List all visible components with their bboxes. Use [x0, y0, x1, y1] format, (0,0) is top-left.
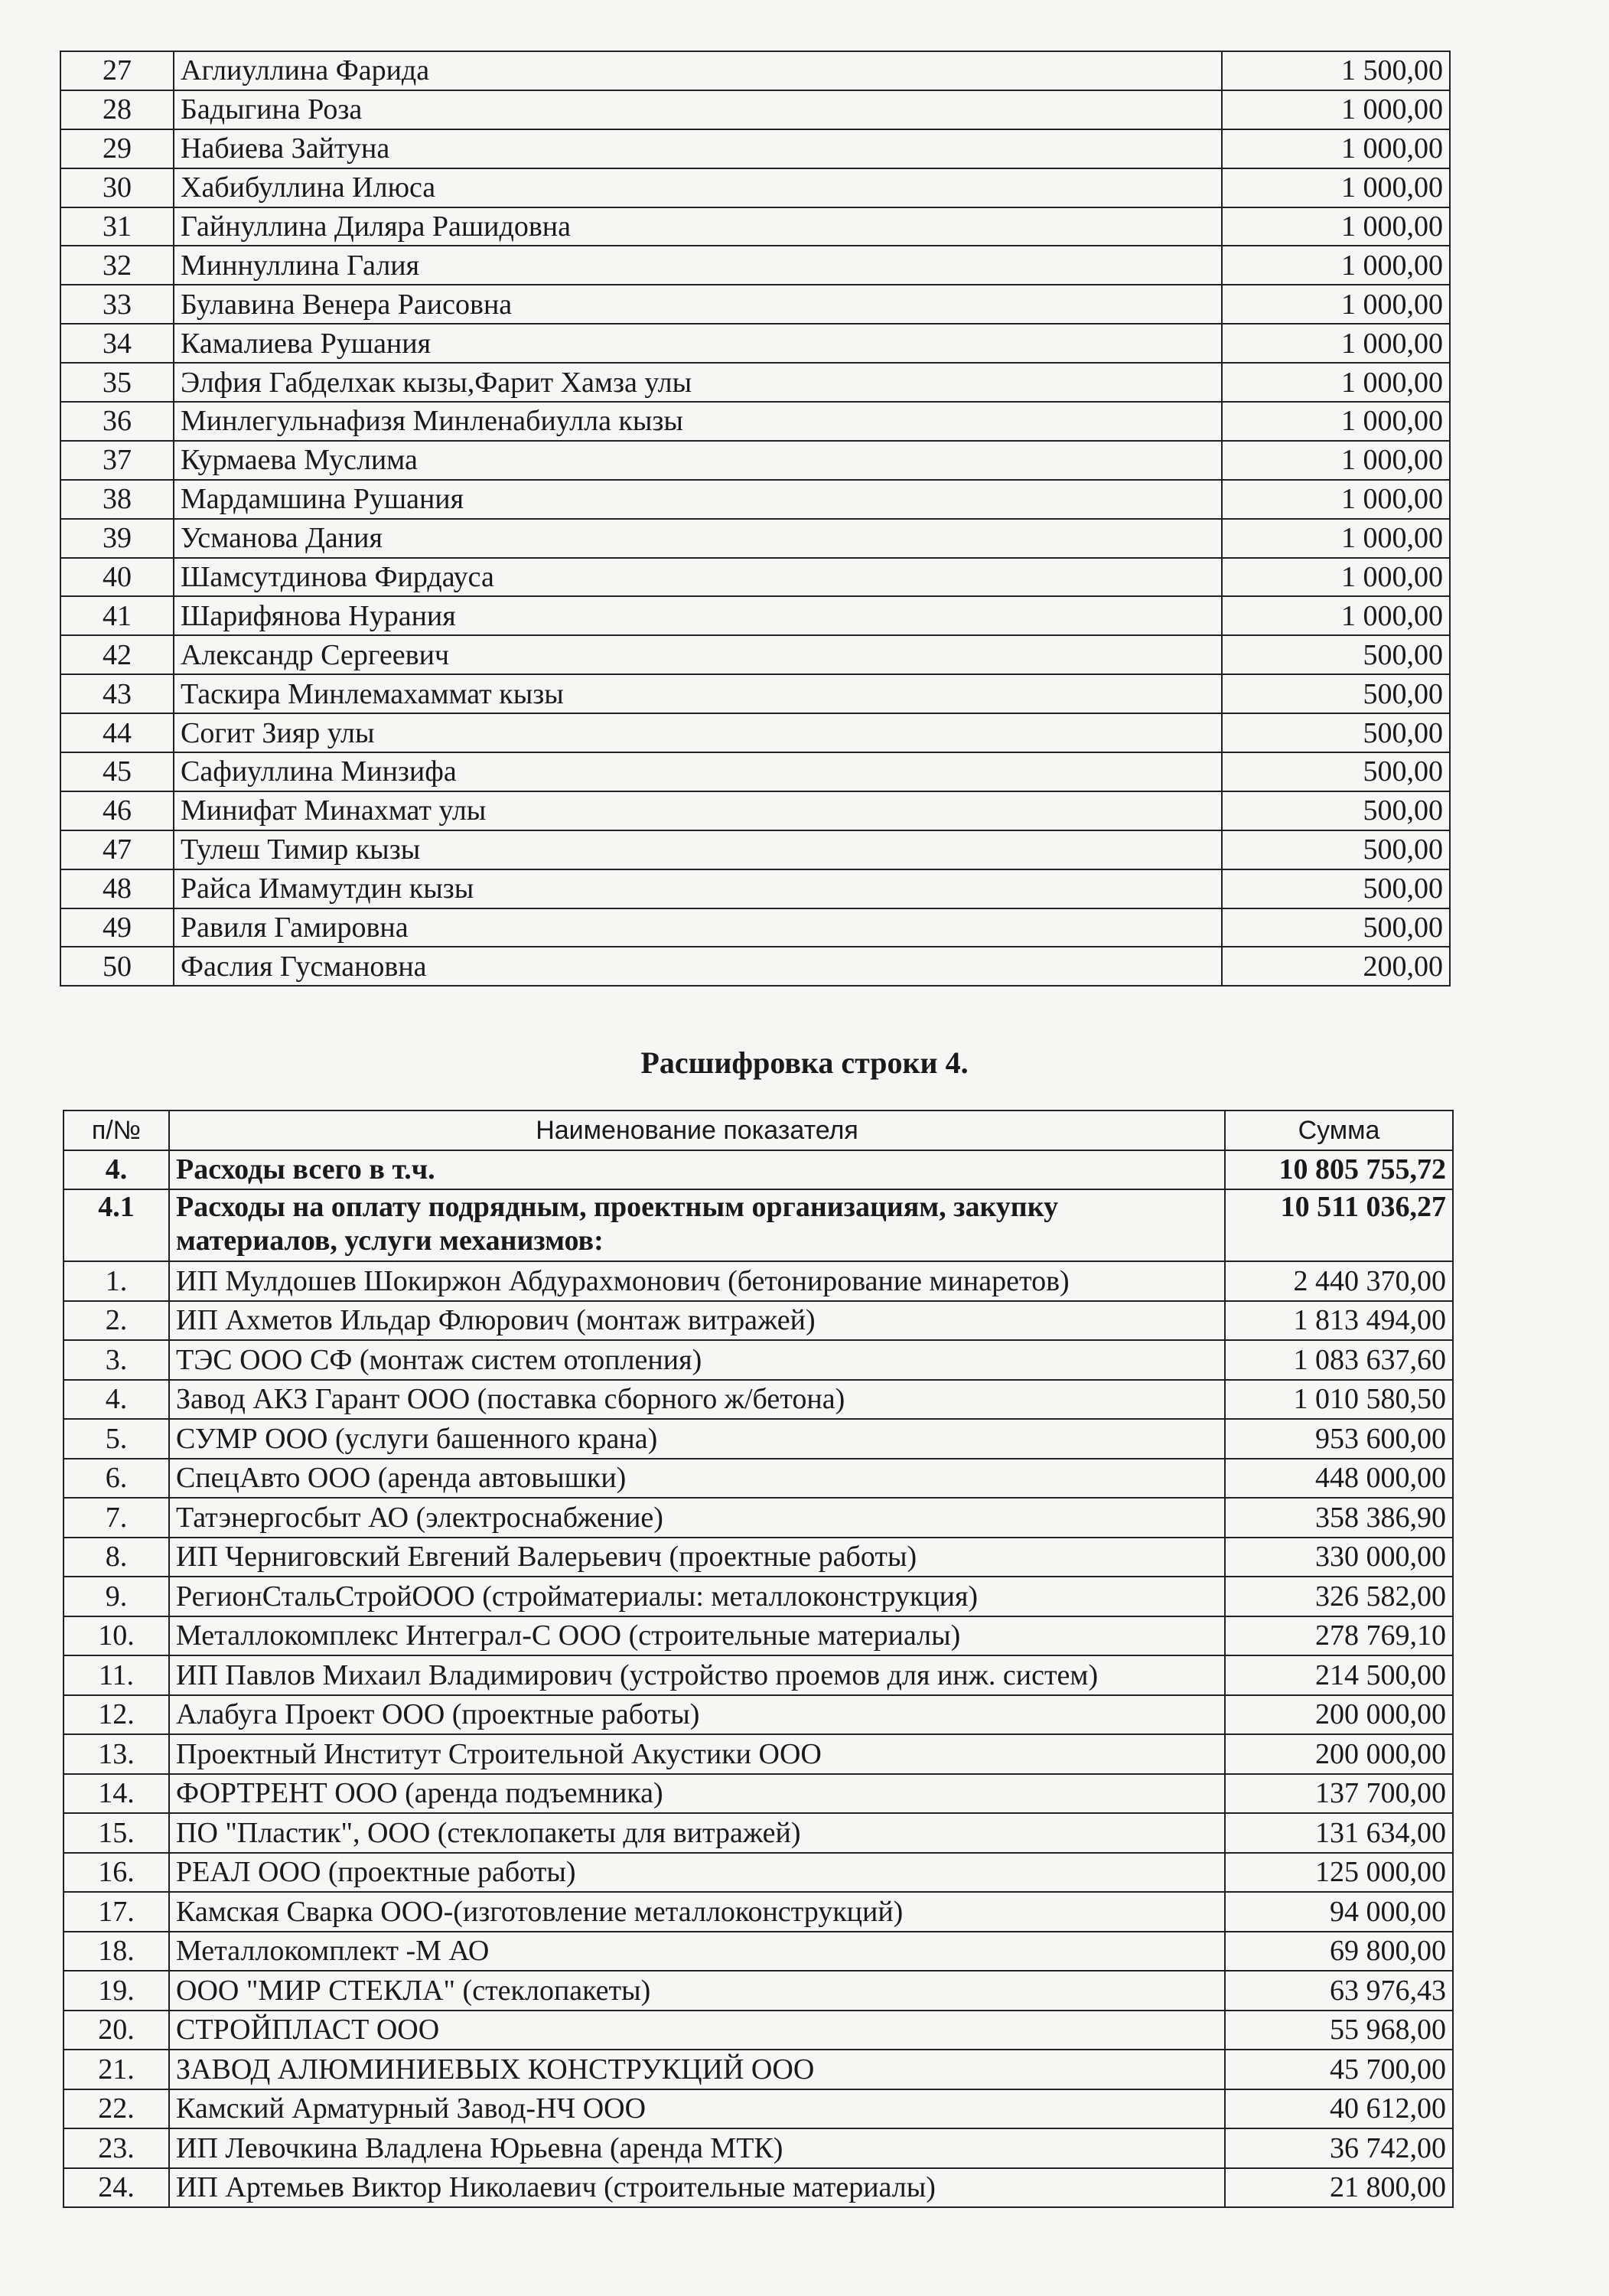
table-row [64, 1577, 1453, 1616]
row-name: Райса Имамутдин кызы [174, 869, 1222, 908]
row-num: 2. [64, 1301, 169, 1341]
row-num: 18. [64, 1932, 169, 1971]
row-num: 45 [60, 752, 174, 791]
row-amount: 1 000,00 [1222, 596, 1450, 635]
table-row [60, 596, 1450, 635]
table-row [64, 1655, 1453, 1695]
row-amount: 500,00 [1222, 791, 1450, 830]
row-name: Завод АКЗ Гарант ООО (поставка сборного ж/бетона) [169, 1380, 1225, 1420]
row-num: 5. [64, 1419, 169, 1459]
row-amount: 94 000,00 [1225, 1892, 1453, 1932]
table-row [60, 90, 1450, 129]
table-row [60, 908, 1450, 947]
table-row [64, 1301, 1453, 1341]
table-row [60, 558, 1450, 597]
row-amount: 1 500,00 [1222, 51, 1450, 90]
row-num: 15. [64, 1813, 169, 1853]
row-amount: 1 000,00 [1222, 480, 1450, 519]
row-name: Камская Сварка ООО-(изготовление металлоконструкций) [169, 1892, 1225, 1932]
table-row [64, 1419, 1453, 1459]
table-row [64, 1695, 1453, 1735]
row-name: Сафиуллина Минзифа [174, 752, 1222, 791]
row-amount: 278 769,10 [1225, 1616, 1453, 1656]
table-row [64, 1932, 1453, 1971]
table-row [64, 1774, 1453, 1814]
row-amount: 63 976,43 [1225, 1971, 1453, 2011]
row-num: 43 [60, 674, 174, 713]
table-row [64, 2168, 1453, 2208]
subtotal-amount: 10 511 036,27 [1225, 1189, 1453, 1261]
row-amount: 500,00 [1222, 713, 1450, 752]
row-amount: 21 800,00 [1225, 2168, 1453, 2208]
total-num: 4. [64, 1150, 169, 1190]
table-row [60, 246, 1450, 285]
subtotal-row [64, 1189, 1453, 1261]
table-row [64, 1459, 1453, 1499]
table-row [60, 168, 1450, 207]
row-num: 44 [60, 713, 174, 752]
row-num: 27 [60, 51, 174, 90]
table-row [60, 947, 1450, 986]
row-num: 7. [64, 1498, 169, 1538]
row-num: 22. [64, 2089, 169, 2129]
row-num: 50 [60, 947, 174, 986]
row-name: Шарифянова Нурания [174, 596, 1222, 635]
row-num: 10. [64, 1616, 169, 1656]
row-amount: 55 968,00 [1225, 2011, 1453, 2050]
row-amount: 1 000,00 [1222, 90, 1450, 129]
total-row [64, 1150, 1453, 1190]
subtotal-name: Расходы на оплату подрядным, проектным организациям, закупку материалов, услуги механизмов: [169, 1189, 1225, 1261]
row-name: Металлокомплекс Интеграл-С ООО (строительные материалы) [169, 1616, 1225, 1656]
row-amount: 45 700,00 [1225, 2050, 1453, 2089]
total-name: Расходы всего в т.ч. [169, 1150, 1225, 1190]
row-num: 48 [60, 869, 174, 908]
donors-table [60, 51, 1451, 987]
row-num: 17. [64, 1892, 169, 1932]
row-num: 40 [60, 558, 174, 597]
row-name: Таскира Минлемахаммат кызы [174, 674, 1222, 713]
row-num: 9. [64, 1577, 169, 1616]
table-row [60, 791, 1450, 830]
row-name: Тулеш Тимир кызы [174, 830, 1222, 869]
row-num: 8. [64, 1538, 169, 1577]
row-name: Элфия Габделхак кызы,Фарит Хамза улы [174, 363, 1222, 402]
row-num: 31 [60, 207, 174, 246]
table-row [64, 1498, 1453, 1538]
row-num: 42 [60, 635, 174, 674]
table-row [64, 1616, 1453, 1656]
row-amount: 1 000,00 [1222, 519, 1450, 558]
row-amount: 1 000,00 [1222, 363, 1450, 402]
row-name: ПО "Пластик", ООО (стеклопакеты для витражей) [169, 1813, 1225, 1853]
row-amount: 1 000,00 [1222, 129, 1450, 168]
row-amount: 1 000,00 [1222, 441, 1450, 480]
row-amount: 1 000,00 [1222, 207, 1450, 246]
row-amount: 1 000,00 [1222, 246, 1450, 285]
table-row [64, 2089, 1453, 2129]
row-amount: 953 600,00 [1225, 1419, 1453, 1459]
table-row [64, 1261, 1453, 1301]
table-row [60, 363, 1450, 402]
row-name: ФОРТРЕНТ ООО (аренда подъемника) [169, 1774, 1225, 1814]
row-num: 36 [60, 402, 174, 441]
table-row [64, 1340, 1453, 1380]
table-row [60, 207, 1450, 246]
table-row [60, 869, 1450, 908]
row-name: Равиля Гамировна [174, 908, 1222, 947]
row-num: 49 [60, 908, 174, 947]
row-name: Бадыгина Роза [174, 90, 1222, 129]
row-name: Проектный Институт Строительной Акустики ООО [169, 1734, 1225, 1774]
row-name: Металлокомплект -М АО [169, 1932, 1225, 1971]
row-amount: 125 000,00 [1225, 1853, 1453, 1893]
subtotal-num: 4.1 [64, 1189, 169, 1261]
table-row [64, 1538, 1453, 1577]
expenses-table [63, 1110, 1454, 2208]
row-amount: 358 386,90 [1225, 1498, 1453, 1538]
row-name: СТРОЙПЛАСТ ООО [169, 2011, 1225, 2050]
row-amount: 200 000,00 [1225, 1695, 1453, 1735]
row-name: Минифат Минахмат улы [174, 791, 1222, 830]
row-num: 47 [60, 830, 174, 869]
row-num: 33 [60, 285, 174, 324]
table-row [64, 1380, 1453, 1420]
table-row [60, 674, 1450, 713]
row-amount: 131 634,00 [1225, 1813, 1453, 1853]
row-name: РегионСтальСтройООО (стройматериалы: металлоконструкция) [169, 1577, 1225, 1616]
row-num: 24. [64, 2168, 169, 2208]
row-name: Гайнуллина Диляра Рашидовна [174, 207, 1222, 246]
row-amount: 200 000,00 [1225, 1734, 1453, 1774]
row-amount: 214 500,00 [1225, 1655, 1453, 1695]
row-amount: 1 010 580,50 [1225, 1380, 1453, 1420]
header-name: Наименование показателя [169, 1110, 1225, 1150]
table-row [60, 441, 1450, 480]
table-row [60, 635, 1450, 674]
row-num: 32 [60, 246, 174, 285]
row-amount: 330 000,00 [1225, 1538, 1453, 1577]
row-num: 21. [64, 2050, 169, 2089]
row-num: 41 [60, 596, 174, 635]
row-name: ООО "МИР СТЕКЛА" (стеклопакеты) [169, 1971, 1225, 2011]
row-amount: 500,00 [1222, 908, 1450, 947]
header-amount: Сумма [1225, 1110, 1453, 1150]
row-num: 39 [60, 519, 174, 558]
row-amount: 40 612,00 [1225, 2089, 1453, 2129]
row-name: ИП Черниговский Евгений Валерьевич (проектные работы) [169, 1538, 1225, 1577]
row-num: 37 [60, 441, 174, 480]
row-num: 6. [64, 1459, 169, 1499]
table-row [64, 2128, 1453, 2168]
row-amount: 500,00 [1222, 830, 1450, 869]
row-amount: 1 083 637,60 [1225, 1340, 1453, 1380]
row-num: 4. [64, 1380, 169, 1420]
table-row [60, 285, 1450, 324]
row-name: СУМР ООО (услуги башенного крана) [169, 1419, 1225, 1459]
row-name: ТЭС ООО СФ (монтаж систем отопления) [169, 1340, 1225, 1380]
row-num: 13. [64, 1734, 169, 1774]
row-name: Минлегульнафизя Минленабиулла кызы [174, 402, 1222, 441]
row-num: 23. [64, 2128, 169, 2168]
total-amount: 10 805 755,72 [1225, 1150, 1453, 1190]
row-name: Камалиева Рушания [174, 324, 1222, 363]
row-num: 3. [64, 1340, 169, 1380]
table-row [60, 519, 1450, 558]
table-row [64, 1853, 1453, 1893]
row-amount: 2 440 370,00 [1225, 1261, 1453, 1301]
header-num: п/№ [64, 1110, 169, 1150]
row-name: Курмаева Муслима [174, 441, 1222, 480]
row-name: Миннуллина Галия [174, 246, 1222, 285]
row-num: 19. [64, 1971, 169, 2011]
row-amount: 500,00 [1222, 869, 1450, 908]
row-amount: 1 000,00 [1222, 285, 1450, 324]
row-amount: 200,00 [1222, 947, 1450, 986]
row-num: 34 [60, 324, 174, 363]
row-num: 20. [64, 2011, 169, 2050]
row-num: 38 [60, 480, 174, 519]
row-name: ИП Ахметов Ильдар Флюрович (монтаж витражей) [169, 1301, 1225, 1341]
table-row [60, 480, 1450, 519]
row-amount: 1 000,00 [1222, 558, 1450, 597]
table-row [60, 830, 1450, 869]
row-amount: 1 000,00 [1222, 324, 1450, 363]
row-name: ЗАВОД АЛЮМИНИЕВЫХ КОНСТРУКЦИЙ ООО [169, 2050, 1225, 2089]
section-title: Расшифровка строки 4. [640, 1045, 969, 1080]
table-row [64, 1813, 1453, 1853]
row-name: Мардамшина Рушания [174, 480, 1222, 519]
table-row [60, 402, 1450, 441]
row-num: 28 [60, 90, 174, 129]
row-name: Алабуга Проект ООО (проектные работы) [169, 1695, 1225, 1735]
table-row [64, 1892, 1453, 1932]
row-amount: 326 582,00 [1225, 1577, 1453, 1616]
row-name: Фаслия Гусмановна [174, 947, 1222, 986]
row-name: Александр Сергеевич [174, 635, 1222, 674]
row-amount: 1 000,00 [1222, 168, 1450, 207]
table-row [60, 752, 1450, 791]
row-amount: 36 742,00 [1225, 2128, 1453, 2168]
row-amount: 500,00 [1222, 635, 1450, 674]
row-name: Хабибуллина Илюса [174, 168, 1222, 207]
row-amount: 448 000,00 [1225, 1459, 1453, 1499]
row-num: 12. [64, 1695, 169, 1735]
table-row [64, 1734, 1453, 1774]
row-name: Согит Зияр улы [174, 713, 1222, 752]
row-name: Камский Арматурный Завод-НЧ ООО [169, 2089, 1225, 2129]
row-name: ИП Павлов Михаил Владимирович (устройство проемов для инж. систем) [169, 1655, 1225, 1695]
table-row [60, 51, 1450, 90]
row-name: Татэнергосбыт АО (электроснабжение) [169, 1498, 1225, 1538]
row-num: 14. [64, 1774, 169, 1814]
row-num: 46 [60, 791, 174, 830]
table-row [60, 129, 1450, 168]
row-name: Набиева Зайтуна [174, 129, 1222, 168]
row-amount: 1 000,00 [1222, 402, 1450, 441]
table-row [64, 2011, 1453, 2050]
row-num: 30 [60, 168, 174, 207]
table-row [60, 324, 1450, 363]
row-name: Аглиуллина Фарида [174, 51, 1222, 90]
row-amount: 1 813 494,00 [1225, 1301, 1453, 1341]
row-name: СпецАвто ООО (аренда автовышки) [169, 1459, 1225, 1499]
row-num: 11. [64, 1655, 169, 1695]
row-amount: 500,00 [1222, 674, 1450, 713]
row-name: ИП Левочкина Владлена Юрьевна (аренда МТК) [169, 2128, 1225, 2168]
table-header-row [64, 1110, 1453, 1150]
row-name: Шамсутдинова Фирдауса [174, 558, 1222, 597]
row-num: 35 [60, 363, 174, 402]
row-name: РЕАЛ ООО (проектные работы) [169, 1853, 1225, 1893]
row-num: 29 [60, 129, 174, 168]
row-num: 1. [64, 1261, 169, 1301]
row-amount: 69 800,00 [1225, 1932, 1453, 1971]
row-amount: 137 700,00 [1225, 1774, 1453, 1814]
table-row [64, 1971, 1453, 2011]
row-name: Булавина Венера Раисовна [174, 285, 1222, 324]
row-num: 16. [64, 1853, 169, 1893]
row-name: ИП Мулдошев Шокиржон Абдурахмонович (бетонирование минаретов) [169, 1261, 1225, 1301]
row-name: Усманова Дания [174, 519, 1222, 558]
row-amount: 500,00 [1222, 752, 1450, 791]
table-row [60, 713, 1450, 752]
row-name: ИП Артемьев Виктор Николаевич (строительные материалы) [169, 2168, 1225, 2208]
table-row [64, 2050, 1453, 2089]
